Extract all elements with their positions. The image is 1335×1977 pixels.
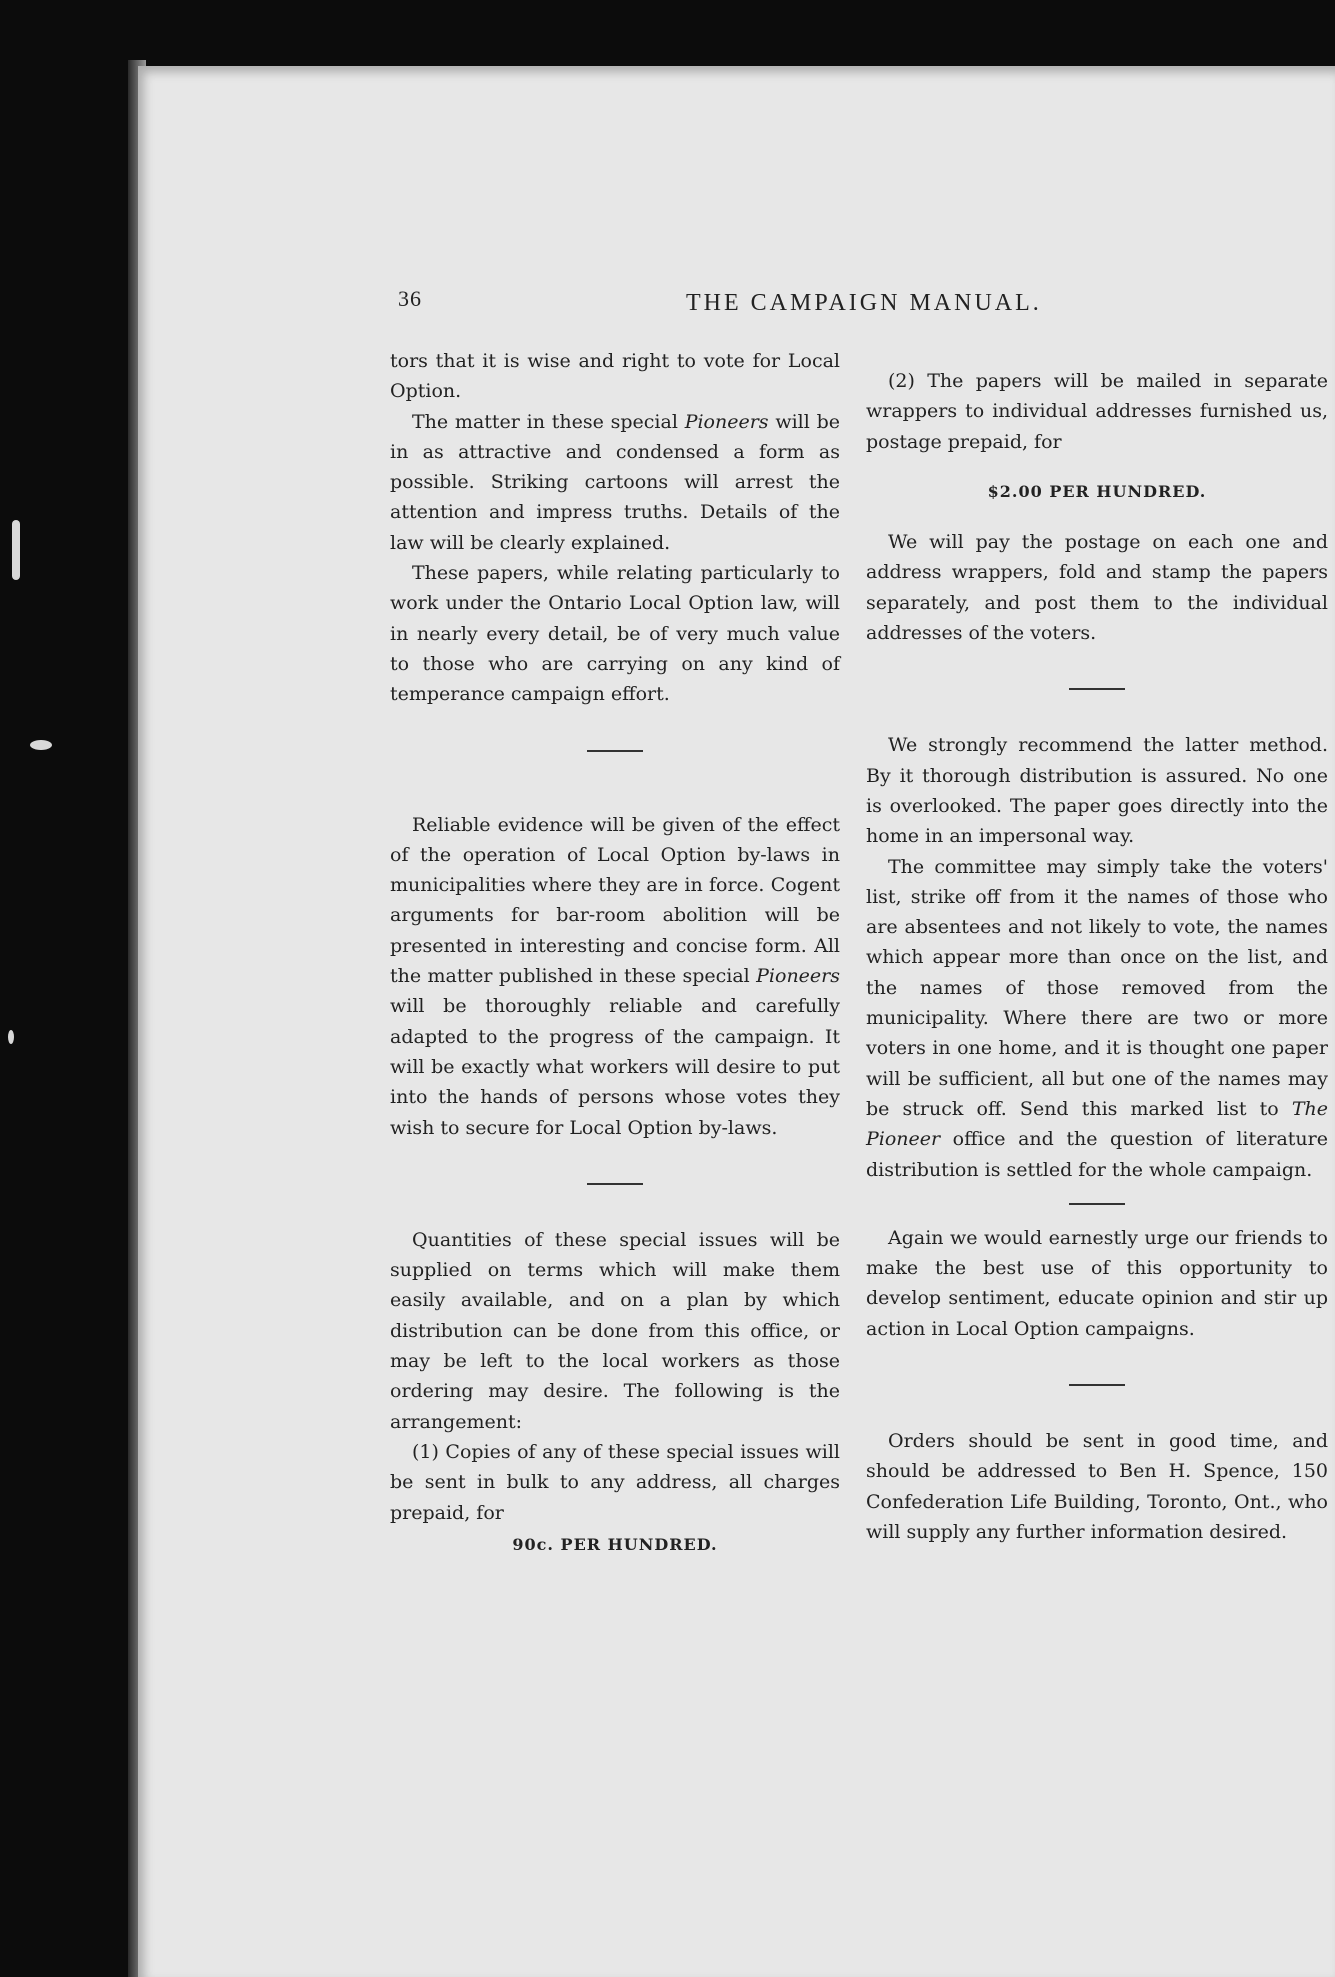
text-span: will be in as attractive and condensed a form as possible. Striking cartoons will arrest the attention and impress truths. Details of the law will be clearly explained. — [390, 410, 840, 554]
text-span: office and the question of literature distribution is settled for the whole campaign. — [866, 1128, 1328, 1181]
text-span: The matter in these special — [412, 410, 685, 433]
right-paragraph-6: Orders should be sent in good time, and should be addressed to Ben H. Spence, 150 Confederation Life Building, Toronto, Ont., who will supply any further information desired. — [866, 1430, 1328, 1543]
right-paragraph-1: (2) The papers will be mailed in separate wrappers to individual addresses furnished us, postage prepaid, for — [866, 370, 1328, 453]
left-paragraph-3: These papers, while relating particularly to work under the Ontario Local Option law, will in nearly every detail, be of very much value to those who are carrying on any kind of temperance campaign effort. — [390, 562, 840, 706]
text-span: Reliable evidence will be given of the effect of the operation of Local Option by-laws in municipalities where they are in force. Cogent arguments for bar-room abolition will be presented in interesting and concise form. All the matter published in these special — [390, 813, 840, 988]
italic-title: Pioneers — [684, 410, 769, 433]
italic-title: Pioneers — [756, 965, 840, 988]
left-paragraph-2 — [390, 407, 840, 558]
page-header — [138, 286, 1335, 326]
left-column — [390, 346, 840, 1562]
right-column — [866, 366, 1328, 1547]
italic-title: The Pioneer — [866, 1097, 1328, 1151]
left-paragraph-5: Quantities of these special issues will be supplied on terms which will make them easily available, and on a plan by which distribution can be done from this office, or may be left to the local workers as those ordering may desire. The following is the arrangement: — [390, 1228, 840, 1433]
scan-artifact — [12, 520, 20, 580]
scan-artifact — [8, 1030, 14, 1044]
price-line-mailed: $2.00 PER HUNDRED. — [987, 481, 1207, 501]
right-paragraph-4 — [866, 852, 1328, 1185]
text-span: The committee may simply take the voters' list, strike off from it the names of those who are absentees and not likely to vote, the names which appear more than once on the list, and the names of those removed from the municipality. Where there are two or more voters in one home, and it is thought one paper will be sufficient, all but one of the names may be struck off. Send this marked list to — [866, 855, 1328, 1120]
running-head: THE CAMPAIGN MANUAL. — [686, 290, 1042, 316]
right-paragraph-3: We strongly recommend the latter method. By it thorough distribution is assured. No one is overlooked. The paper goes directly into the home in an impersonal way. — [866, 734, 1328, 848]
text-span: will be thoroughly reliable and carefully adapted to the progress of the campaign. It will be exactly what workers will desire to put into the hands of persons whose votes they wish to secure for Local Option by-laws. — [390, 995, 840, 1139]
left-paragraph-6: (1) Copies of any of these special issues will be sent in bulk to any address, all charges prepaid, for — [390, 1440, 840, 1524]
scan-artifact — [30, 740, 52, 750]
right-paragraph-5: Again we would earnestly urge our friends to make the best use of this opportunity to develop sentiment, educate opinion and stir up action in Local Option campaigns. — [866, 1226, 1328, 1340]
right-paragraph-2: We will pay the postage on each one and address wrappers, fold and stamp the papers separately, and post them to the individual addresses of the voters. — [866, 531, 1328, 645]
price-line-bulk: 90c. PER HUNDRED. — [512, 1534, 718, 1554]
book-page — [138, 66, 1335, 1977]
page-number: 36 — [398, 286, 422, 311]
left-paragraph-1: tors that it is wise and right to vote for Local Option. — [390, 350, 840, 403]
left-paragraph-4 — [390, 810, 840, 1143]
